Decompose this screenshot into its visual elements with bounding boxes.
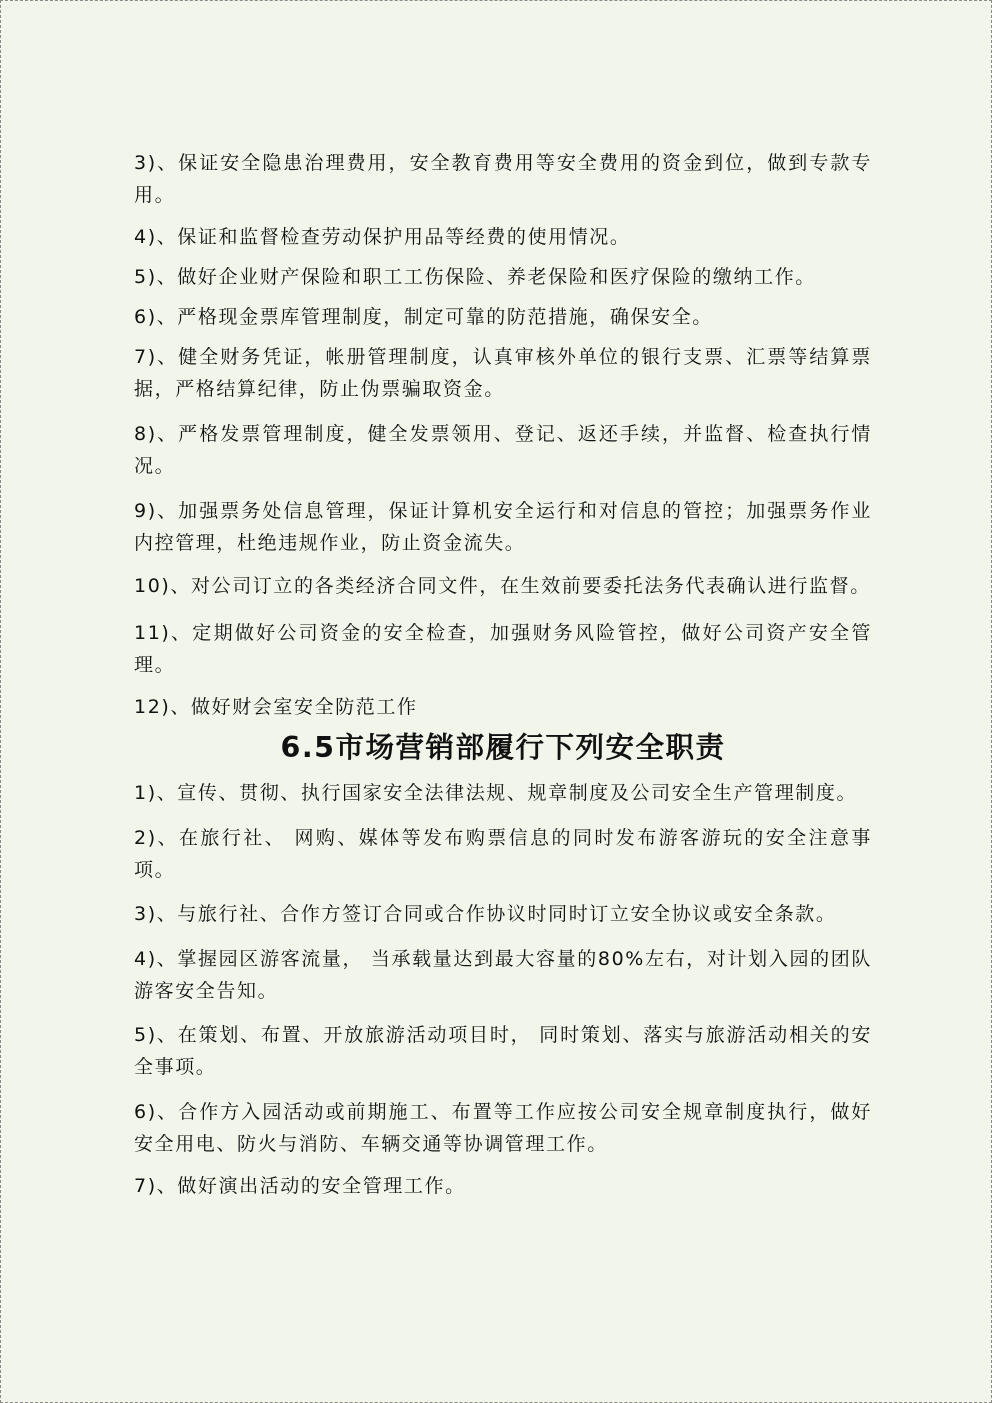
list-item: 10)、对公司订立的各类经济合同文件，在生效前要委托法务代表确认进行监督。 xyxy=(134,575,871,597)
section-heading: 6.5市场营销部履行下列安全职责 xyxy=(280,731,726,764)
list-item: 5)、在策划、布置、开放旅游活动项目时， 同时策划、落实与旅游活动相关的安全事项。 xyxy=(134,1024,872,1078)
list-item: 9)、加强票务处信息管理，保证计算机安全运行和对信息的管控；加强票务作业内控管理，杜绝违规作业，防止资金流失。 xyxy=(134,500,872,554)
list-item: 2)、在旅行社、 网购、媒体等发布购票信息的同时发布游客游玩的安全注意事项。 xyxy=(134,827,872,881)
list-item: 7)、健全财务凭证，帐册管理制度，认真审核外单位的银行支票、汇票等结算票据，严格结算纪律，防止伪票骗取资金。 xyxy=(134,346,872,400)
list-item: 8)、严格发票管理制度，健全发票领用、登记、返还手续，并监督、检查执行情况。 xyxy=(134,423,872,477)
list-item: 7)、做好演出活动的安全管理工作。 xyxy=(134,1175,466,1197)
list-item: 3)、与旅行社、合作方签订合同或合作协议时同时订立安全协议或安全条款。 xyxy=(134,903,837,925)
list-item: 3)、保证安全隐患治理费用，安全教育费用等安全费用的资金到位，做到专款专用。 xyxy=(134,152,872,206)
list-item: 6)、严格现金票库管理制度，制定可靠的防范措施，确保安全。 xyxy=(134,306,713,328)
document-body xyxy=(134,147,872,1202)
list-item: 4)、保证和监督检查劳动保护用品等经费的使用情况。 xyxy=(134,226,631,248)
list-item: 12)、做好财会室安全防范工作 xyxy=(134,696,418,718)
list-item: 1)、宣传、贯彻、执行国家安全法律法规、规章制度及公司安全生产管理制度。 xyxy=(134,782,858,804)
list-item: 4)、掌握园区游客流量， 当承载量达到最大容量的80%左右，对计划入园的团队游客安全告知。 xyxy=(134,948,872,1002)
list-item: 6)、合作方入园活动或前期施工、布置等工作应按公司安全规章制度执行，做好安全用电、防火与消防、车辆交通等协调管理工作。 xyxy=(134,1101,872,1155)
list-item: 5)、做好企业财产保险和职工工伤保险、养老保险和医疗保险的缴纳工作。 xyxy=(134,266,816,288)
list-item: 11)、定期做好公司资金的安全检查，加强财务风险管控，做好公司资产安全管理。 xyxy=(134,622,872,676)
